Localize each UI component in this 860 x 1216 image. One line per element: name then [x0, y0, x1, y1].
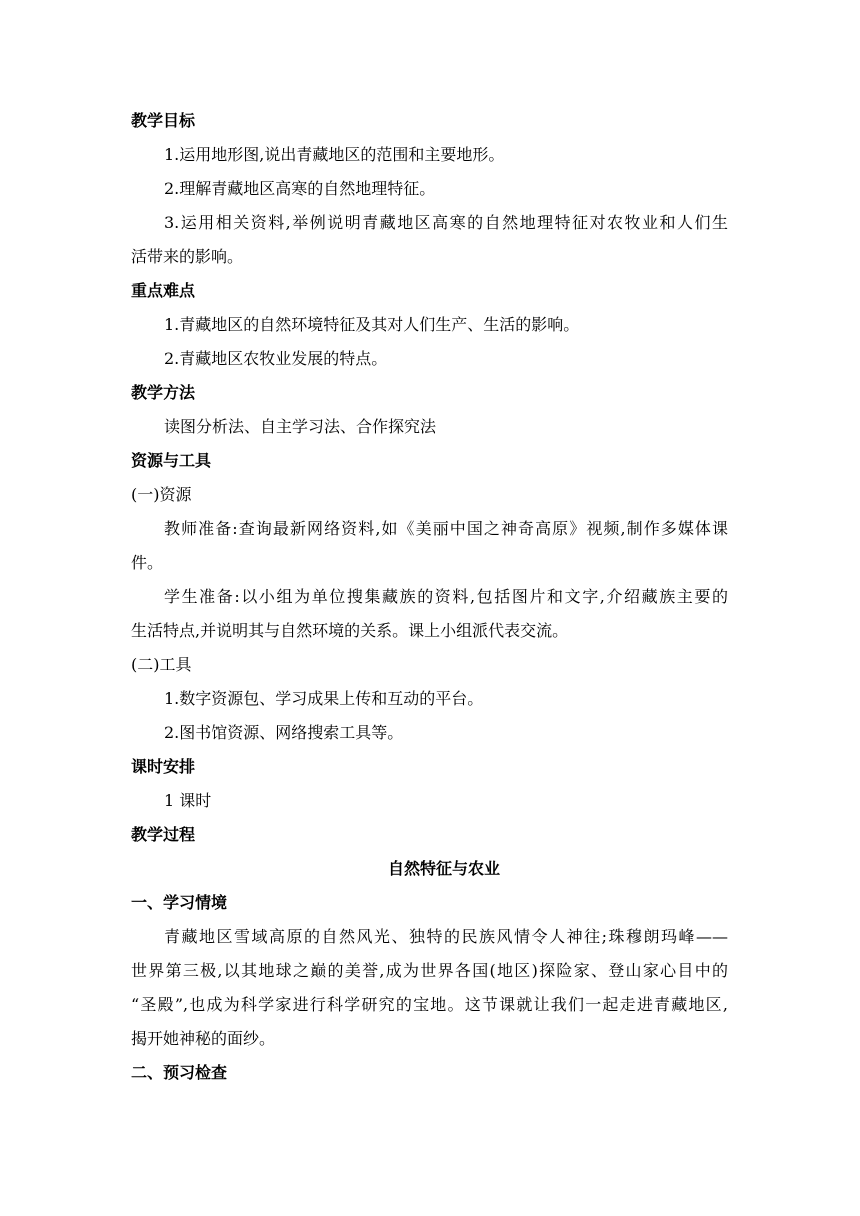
schedule-text: 1 课时 — [164, 791, 212, 810]
objective-item: 1.运用地形图,说出青藏地区的范围和主要地形。 — [164, 145, 505, 164]
section-heading: 一、学习情境 — [131, 893, 228, 912]
tool-item: 1.数字资源包、学习成果上传和互动的平台。 — [164, 689, 484, 708]
process-heading: 教学过程 — [131, 825, 196, 844]
resources-heading: 资源与工具 — [131, 451, 212, 470]
teacher-prep: 教师准备:查询最新网络资料,如《美丽中国之神奇高原》视频,制作多媒体课 — [164, 519, 728, 538]
objective-item-continued: 活带来的影响。 — [131, 247, 244, 266]
context-paragraph-line: “圣殿”,也成为科学家进行科学研究的宝地。这节课就让我们一起走进青藏地区, — [131, 995, 728, 1014]
tools-subheading: (二)工具 — [131, 655, 192, 674]
objective-item: 2.理解青藏地区高寒的自然地理特征。 — [164, 179, 436, 198]
key-points-heading: 重点难点 — [131, 281, 196, 300]
methods-heading: 教学方法 — [131, 383, 196, 402]
key-point-item: 1.青藏地区的自然环境特征及其对人们生产、生活的影响。 — [164, 315, 580, 334]
schedule-heading: 课时安排 — [131, 757, 196, 776]
section-heading: 二、预习检查 — [131, 1063, 228, 1082]
methods-text: 读图分析法、自主学习法、合作探究法 — [164, 417, 437, 436]
context-paragraph-line: 青藏地区雪域高原的自然风光、独特的民族风情令人神往;珠穆朗玛峰—— — [164, 927, 728, 946]
teacher-prep-continued: 件。 — [131, 553, 164, 572]
key-point-item: 2.青藏地区农牧业发展的特点。 — [164, 349, 388, 368]
objectives-heading: 教学目标 — [131, 111, 196, 130]
context-paragraph-line: 揭开她神秘的面纱。 — [131, 1029, 276, 1048]
resources-subheading: (一)资源 — [131, 485, 192, 504]
student-prep-continued: 生活特点,并说明其与自然环境的关系。课上小组派代表交流。 — [131, 621, 569, 640]
tool-item: 2.图书馆资源、网络搜索工具等。 — [164, 723, 404, 742]
context-paragraph-line: 世界第三极,以其地球之巅的美誉,成为世界各国(地区)探险家、登山家心目中的 — [131, 961, 728, 980]
objective-item: 3.运用相关资料,举例说明青藏地区高寒的自然地理特征对农牧业和人们生 — [164, 213, 728, 232]
lesson-subtitle: 自然特征与农业 — [388, 859, 501, 878]
student-prep: 学生准备:以小组为单位搜集藏族的资料,包括图片和文字,介绍藏族主要的 — [164, 587, 728, 606]
